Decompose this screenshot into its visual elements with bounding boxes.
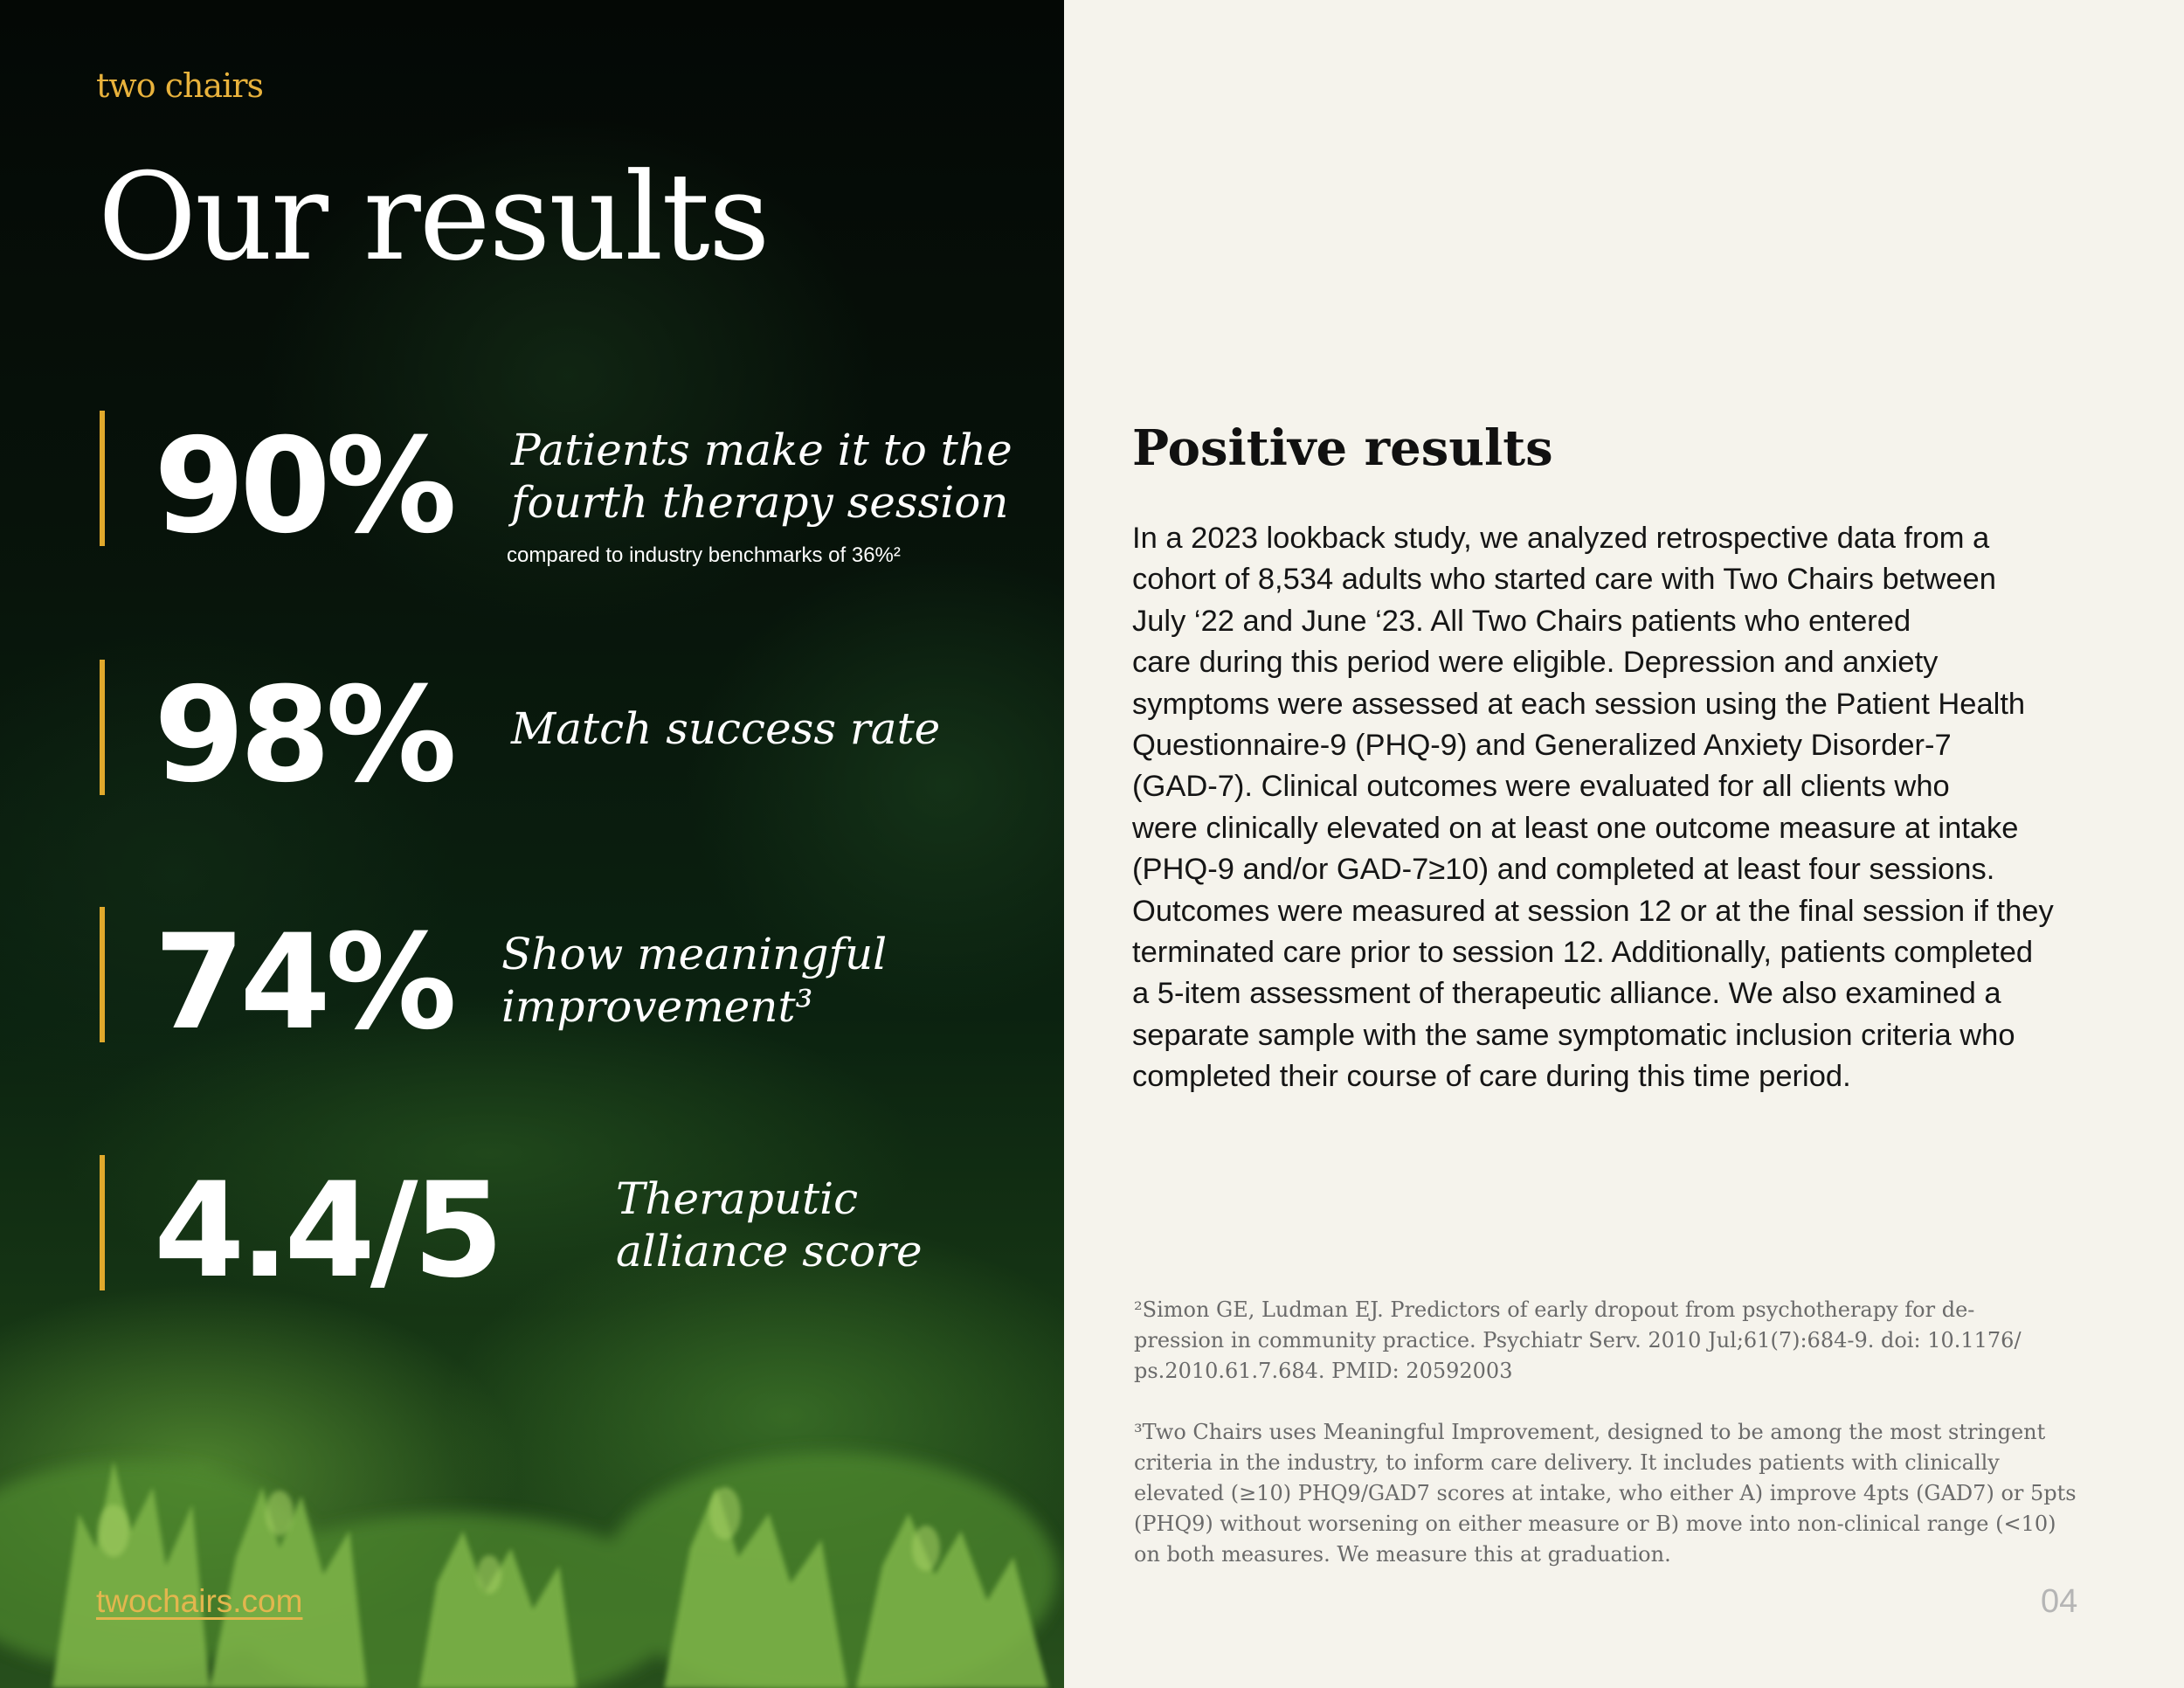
body-line: cohort of 8,534 adults who started care with Two Chairs between bbox=[1132, 563, 1996, 597]
body-line: (PHQ-9 and/or GAD-7≥10) and completed at least four sessions. bbox=[1132, 853, 1995, 887]
body-line: symptoms were assessed at each session using the Patient Health bbox=[1132, 687, 2026, 721]
body-line: care during this period were eligible. Depression and anxiety bbox=[1132, 646, 1939, 680]
footnote-line: ²Simon GE, Ludman EJ. Predictors of early dropout from psychotherapy for de- bbox=[1134, 1297, 1975, 1322]
page-number: 04 bbox=[2041, 1583, 2078, 1620]
stat-label-line: Theraputic bbox=[616, 1173, 859, 1224]
footnote-meaningful-improvement bbox=[1134, 1417, 2095, 1570]
body-line: Questionnaire-9 (PHQ-9) and Generalized Anxiety Disorder-7 bbox=[1132, 729, 1952, 763]
body-line: were clinically elevated on at least one outcome measure at intake bbox=[1132, 811, 2019, 845]
stat-label-meaningful-improvement bbox=[501, 928, 887, 1033]
stat-label-line: alliance score bbox=[616, 1226, 923, 1276]
stat-label-line: Patients make it to the bbox=[511, 425, 1013, 475]
footnote-line: (PHQ9) without worsening on either measure or B) move into non-clinical range (<10) bbox=[1134, 1512, 2056, 1536]
stat-accent-bar bbox=[100, 411, 105, 546]
results-body bbox=[1132, 518, 2111, 1098]
stat-value-match-success: 98% bbox=[154, 660, 453, 812]
stat-label-line: Match success rate bbox=[511, 703, 941, 754]
left-panel bbox=[0, 0, 1064, 1688]
footnote-line: ³Two Chairs uses Meaningful Improvement, designed to be among the most stringent bbox=[1134, 1420, 2046, 1444]
brand-logo: two chairs bbox=[96, 66, 263, 105]
stat-label-line: improvement³ bbox=[501, 981, 813, 1032]
body-line: a 5-item assessment of therapeutic alliance. We also examined a bbox=[1132, 977, 2001, 1011]
body-line: Outcomes were measured at session 12 or at the final session if they bbox=[1132, 894, 2054, 928]
footnote-line: on both measures. We measure this at graduation. bbox=[1134, 1542, 1671, 1567]
results-heading: Positive results bbox=[1132, 419, 1553, 477]
footnote-line: pression in community practice. Psychiatr Serv. 2010 Jul;61(7):684-9. doi: 10.1176/ bbox=[1134, 1328, 2022, 1352]
body-line: terminated care prior to session 12. Additionally, patients completed bbox=[1132, 936, 2034, 970]
body-line: July ‘22 and June ‘23. All Two Chairs patients who entered bbox=[1132, 604, 1911, 638]
stat-label-line: fourth therapy session bbox=[511, 477, 1009, 528]
stat-label-match-success bbox=[511, 702, 940, 755]
body-line: (GAD-7). Clinical outcomes were evaluated for all clients who bbox=[1132, 770, 1950, 804]
stat-accent-bar bbox=[100, 1155, 105, 1290]
footnote-line: criteria in the industry, to inform care delivery. It includes patients with clinically bbox=[1134, 1450, 2000, 1475]
stat-value-meaningful-improvement: 74% bbox=[154, 907, 453, 1059]
page-title: Our results bbox=[98, 147, 769, 287]
stat-value-fourth-session: 90% bbox=[154, 411, 453, 563]
stat-label-fourth-session bbox=[511, 424, 1013, 529]
body-line: In a 2023 lookback study, we analyzed retrospective data from a bbox=[1132, 522, 1990, 555]
stat-value-alliance-score: 4.4/5 bbox=[154, 1155, 499, 1307]
footnote-dropout-reference bbox=[1134, 1295, 2095, 1387]
stat-note-benchmark: compared to industry benchmarks of 36%² bbox=[507, 543, 901, 567]
stat-accent-bar bbox=[100, 907, 105, 1042]
stat-label-alliance-score bbox=[616, 1173, 923, 1277]
stat-accent-bar bbox=[100, 660, 105, 795]
body-line: completed their course of care during this time period. bbox=[1132, 1060, 1851, 1094]
footnote-line: ps.2010.61.7.684. PMID: 20592003 bbox=[1134, 1359, 1513, 1383]
body-line: separate sample with the same symptomatic inclusion criteria who bbox=[1132, 1018, 2015, 1052]
stat-label-line: Show meaningful bbox=[501, 929, 888, 979]
website-link[interactable]: twochairs.com bbox=[96, 1583, 303, 1619]
footnote-line: elevated (≥10) PHQ9/GAD7 scores at intake, who either A) improve 4pts (GAD7) or 5pts bbox=[1134, 1481, 2077, 1505]
